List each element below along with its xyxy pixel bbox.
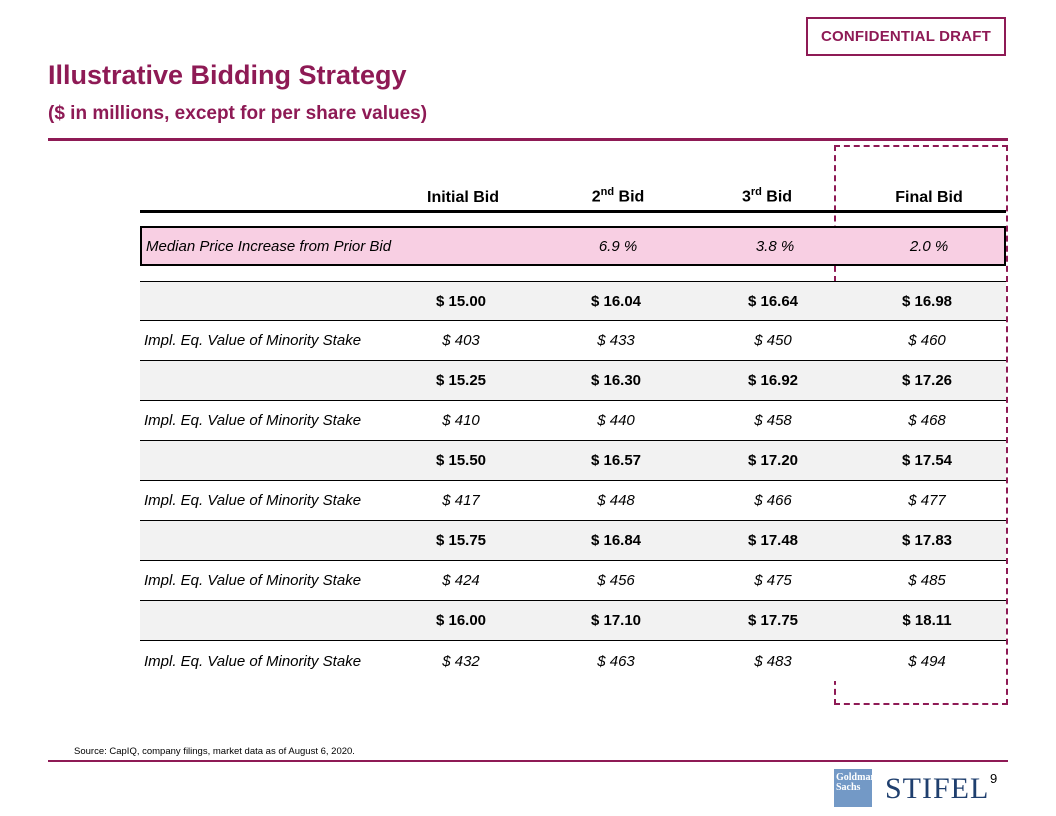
cell-final: $ 460: [908, 332, 946, 349]
share-price-row: [140, 601, 1006, 641]
cell-second: $ 16.57: [590, 452, 642, 469]
cell-second: $ 16.30: [590, 372, 642, 389]
cell-second: $ 448: [597, 492, 635, 509]
cell-final: $ 477: [908, 492, 946, 509]
cell-third: $ 17.48: [747, 532, 799, 549]
cell-initial: $ 16.00: [435, 612, 487, 629]
cell-final: $ 16.98: [901, 292, 953, 310]
cell-final: $ 485: [908, 572, 946, 589]
row-label: Median Price Increase from Prior Bid: [146, 237, 392, 255]
cell-third: $ 17.20: [747, 452, 799, 469]
cell-initial: [388, 228, 538, 264]
page-number: 9: [990, 771, 998, 786]
source-note: Source: CapIQ, company filings, market data as of August 6, 2020.: [74, 746, 355, 757]
cell-third: $ 450: [754, 332, 792, 349]
row-label: Impl. Eq. Value of Minority Stake: [144, 492, 362, 509]
goldman-sachs-logo: [834, 769, 877, 807]
cell-second: $ 16.04: [590, 292, 642, 310]
page-subtitle: ($ in millions, except for per share values): [48, 103, 428, 124]
cell-initial: $ 417: [442, 492, 480, 509]
cell-third: $ 17.75: [747, 612, 799, 629]
column-header-initial-bid: Initial Bid: [427, 189, 499, 206]
cell-final: $ 17.26: [901, 372, 953, 389]
cell-second: 6.9 %: [598, 237, 638, 255]
cell-initial: $ 410: [442, 412, 480, 429]
cell-initial: $ 424: [442, 572, 480, 589]
stifel-logo: STIFEL: [885, 772, 990, 805]
confidential-draft-badge: CONFIDENTIAL DRAFT: [806, 17, 1006, 56]
cell-third: $ 458: [754, 412, 792, 429]
share-price-row: [140, 441, 1006, 481]
minority-stake-row: [140, 561, 1006, 601]
page-title: Illustrative Bidding Strategy: [48, 60, 407, 90]
cell-second: $ 433: [597, 332, 635, 349]
cell-second: $ 440: [597, 412, 635, 429]
cell-initial: $ 15.00: [435, 292, 487, 310]
cell-second: $ 463: [597, 652, 635, 670]
cell-initial: $ 403: [442, 332, 480, 349]
column-header-third-bid: 3rd Bid: [741, 186, 793, 206]
minority-stake-row: [140, 641, 1006, 681]
gs-logo-line1: Goldman: [836, 772, 877, 783]
cell-initial: $ 15.75: [435, 532, 487, 549]
cell-final: $ 18.11: [902, 612, 952, 629]
row-label: Impl. Eq. Value of Minority Stake: [144, 412, 362, 429]
column-header-final-bid: Final Bid: [895, 189, 963, 206]
minority-stake-row: [140, 401, 1006, 441]
cell-second: $ 17.10: [590, 612, 642, 629]
gs-logo-line2: Sachs: [836, 782, 861, 793]
share-price-row: [140, 361, 1006, 401]
cell-initial: $ 432: [442, 652, 480, 670]
share-price-row: [140, 521, 1006, 561]
header-divider: [140, 210, 1006, 213]
row-label: Impl. Eq. Value of Minority Stake: [144, 332, 362, 349]
cell-final: 2.0 %: [909, 237, 949, 255]
minority-stake-row: [140, 321, 1006, 361]
row-label: Impl. Eq. Value of Minority Stake: [144, 652, 362, 670]
title-divider: [48, 138, 1008, 141]
cell-third: $ 475: [754, 572, 792, 589]
cell-final: $ 17.54: [901, 452, 953, 469]
cell-third: $ 16.64: [747, 292, 799, 310]
cell-initial: $ 15.50: [435, 452, 487, 469]
median-increase-row: [140, 226, 1006, 266]
cell-final: $ 494: [908, 652, 946, 670]
column-header-second-bid: 2nd Bid: [591, 186, 645, 206]
share-price-row: [140, 281, 1006, 321]
cell-third: $ 483: [754, 652, 792, 670]
cell-second: $ 16.84: [590, 532, 642, 549]
cell-third: $ 466: [754, 492, 792, 509]
cell-third: 3.8 %: [755, 237, 795, 255]
cell-final: $ 17.83: [901, 532, 953, 549]
cell-initial: $ 15.25: [435, 372, 487, 389]
cell-final: $ 468: [908, 412, 946, 429]
row-label: Impl. Eq. Value of Minority Stake: [144, 572, 362, 589]
footer-divider: [48, 760, 1008, 762]
cell-second: $ 456: [597, 572, 635, 589]
cell-third: $ 16.92: [747, 372, 799, 389]
minority-stake-row: [140, 481, 1006, 521]
